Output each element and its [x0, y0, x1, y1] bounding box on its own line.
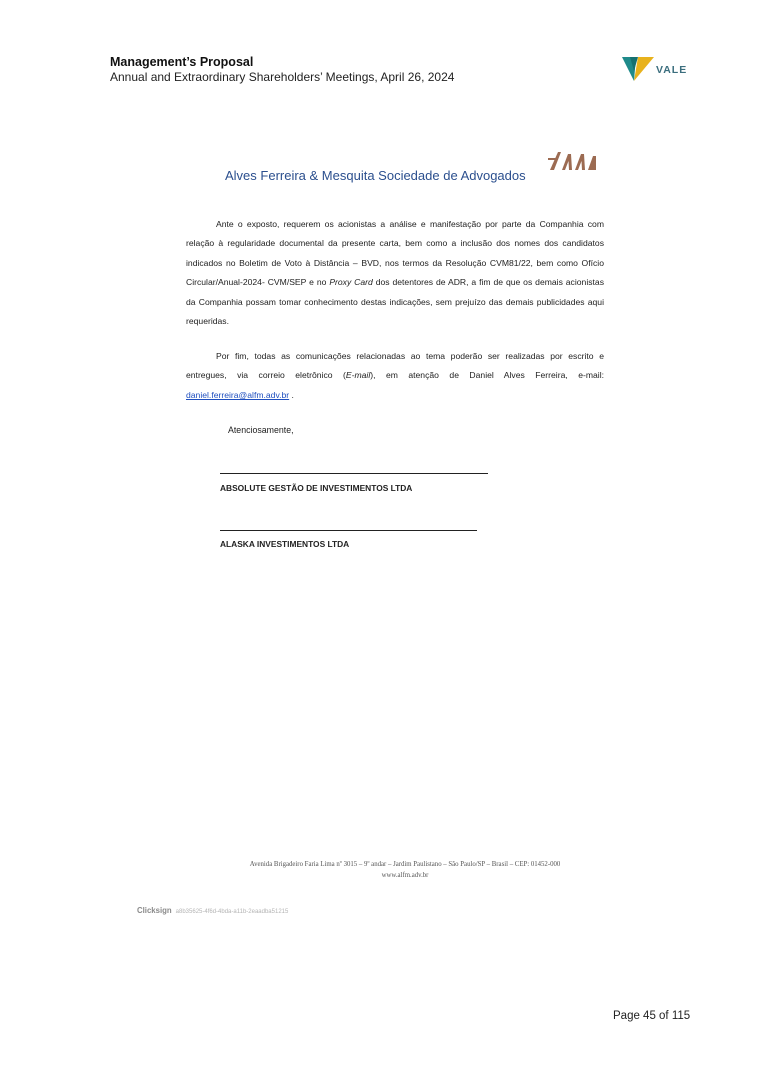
- paragraph-communications-italic: E-mail: [345, 370, 371, 381]
- paragraph-communications: [186, 347, 604, 405]
- clicksign-stamp: [137, 906, 288, 915]
- paragraph-communications-text-1: Por fim, todas as comunicações relacionadas ao tema poderão ser realizadas por escrito e entregues, via correio eletrônico (: [186, 351, 604, 381]
- closing-text: Atenciosamente,: [228, 425, 294, 435]
- signature-line-2: [220, 530, 477, 531]
- letter-footer: [180, 859, 630, 881]
- firm-name: Alves Ferreira & Mesquita Sociedade de Advogados: [225, 168, 526, 183]
- signatory-name-2: ALASKA INVESTIMENTOS LTDA: [220, 539, 350, 549]
- paragraph-communications-text-2: ), em atenção de Daniel Alves Ferreira, e-mail:: [370, 370, 605, 381]
- footer-address: Avenida Brigadeiro Faria Lima nº 3015 – 9º andar – Jardim Paulistano – São Paulo/SP – Brasil – CEP: 01452-000: [249, 861, 561, 868]
- header-subtitle: Annual and Extraordinary Shareholders’ Meetings, April 26, 2024: [110, 70, 455, 84]
- document-header: [110, 55, 454, 85]
- vale-logo: [620, 53, 690, 83]
- paragraph-communications-text-3: .: [289, 389, 294, 400]
- paragraph-request: [186, 215, 604, 331]
- vale-v-icon: [620, 53, 656, 83]
- clicksign-code: a8b35625-4f6d-4bda-a11b-2eaadba51215: [175, 909, 289, 915]
- firm-logo-icon: [548, 148, 598, 172]
- vale-logo-text: VALE: [656, 64, 688, 76]
- header-title: Management’s Proposal: [110, 55, 254, 69]
- paragraph-request-text-1: Ante o exposto, requerem os acionistas a análise e manifestação por parte da Companhia com relação à regularidade documental da presente carta, bem como a inclusão dos nomes dos candidatos indicados no Boletim de Voto à Distância – BVD, nos termos da Resolução CVM81/22, bem como Ofício Circular/Anual-2024- CVM/SEP e no: [186, 219, 604, 288]
- signatory-name-1: ABSOLUTE GESTÃO DE INVESTIMENTOS LTDA: [220, 483, 413, 493]
- footer-website: www.alfm.adv.br: [381, 872, 429, 879]
- email-link[interactable]: daniel.ferreira@alfm.adv.br: [186, 389, 290, 400]
- clicksign-brand: Clicksign: [137, 906, 172, 915]
- signature-line-1: [220, 473, 488, 474]
- paragraph-request-italic: Proxy Card: [329, 277, 373, 288]
- page-number: Page 45 of 115: [613, 1010, 691, 1022]
- paragraph-request-text-2: dos detentores de ADR, a fim de que os demais acionistas da Companhia possam tomar conhecimento destas indicações, sem prejuízo das demais publicidades aqui requeridas.: [186, 277, 604, 327]
